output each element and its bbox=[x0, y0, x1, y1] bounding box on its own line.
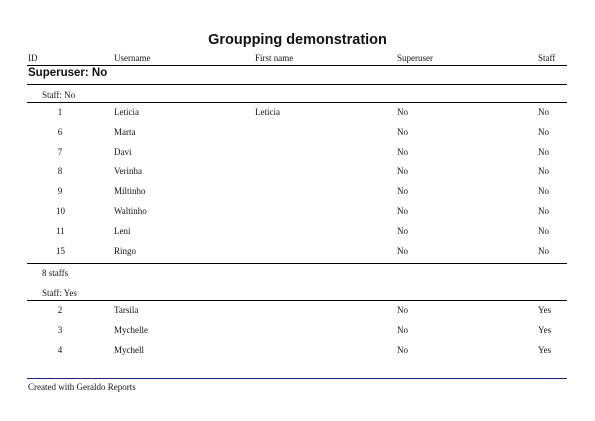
cell-username: Ringo bbox=[114, 246, 137, 256]
cell-username: Mychell bbox=[114, 345, 144, 355]
cell-username: Mychelle bbox=[114, 325, 148, 335]
cell-superuser: No bbox=[397, 305, 408, 315]
cell-staff: No bbox=[538, 246, 549, 256]
cell-first-name: Leticia bbox=[255, 107, 280, 117]
column-header-staff: Staff bbox=[538, 53, 556, 63]
cell-id: 6 bbox=[57, 127, 63, 137]
cell-superuser: No bbox=[397, 325, 408, 335]
cell-superuser: No bbox=[397, 147, 408, 157]
cell-id: 10 bbox=[56, 206, 65, 216]
report-footer: Created with Geraldo Reports bbox=[28, 382, 136, 392]
cell-id: 9 bbox=[57, 186, 63, 196]
subgroup-summary-rule bbox=[27, 263, 567, 264]
cell-id: 15 bbox=[56, 246, 65, 256]
cell-username: Marta bbox=[114, 127, 136, 137]
cell-staff: Yes bbox=[538, 305, 552, 315]
cell-staff: No bbox=[538, 107, 549, 117]
cell-staff: Yes bbox=[538, 345, 552, 355]
cell-id: 2 bbox=[57, 305, 63, 315]
group-title: Superuser: No bbox=[28, 67, 108, 79]
cell-id: 3 bbox=[57, 325, 63, 335]
header-rule bbox=[27, 65, 567, 66]
subgroup-rule bbox=[27, 102, 567, 103]
cell-superuser: No bbox=[397, 206, 408, 216]
cell-staff: No bbox=[538, 186, 549, 196]
cell-staff: No bbox=[538, 206, 549, 216]
cell-id: 7 bbox=[57, 147, 63, 157]
subgroup-summary: 8 staffs bbox=[42, 268, 69, 278]
cell-username: Verinha bbox=[114, 166, 142, 176]
column-header-id: ID bbox=[28, 53, 38, 63]
cell-id: 8 bbox=[57, 166, 63, 176]
group-rule bbox=[27, 84, 567, 85]
cell-id: 11 bbox=[56, 226, 65, 236]
cell-staff: No bbox=[538, 166, 549, 176]
subgroup-label: Staff: No bbox=[42, 90, 76, 100]
subgroup-label: Staff: Yes bbox=[42, 288, 77, 298]
column-header-first-name: First name bbox=[255, 53, 294, 63]
cell-username: Tarsila bbox=[114, 305, 139, 315]
cell-username: Davi bbox=[114, 147, 132, 157]
footer-rule bbox=[27, 378, 567, 379]
column-header-superuser: Superuser bbox=[397, 53, 433, 63]
subgroup-rule bbox=[27, 300, 567, 301]
cell-staff: No bbox=[538, 127, 549, 137]
cell-username: Waltinho bbox=[114, 206, 147, 216]
cell-staff: Yes bbox=[538, 325, 552, 335]
cell-staff: No bbox=[538, 147, 549, 157]
cell-username: Leni bbox=[114, 226, 131, 236]
cell-superuser: No bbox=[397, 186, 408, 196]
cell-username: Miltinho bbox=[114, 186, 146, 196]
cell-id: 4 bbox=[57, 345, 63, 355]
cell-superuser: No bbox=[397, 127, 408, 137]
cell-username: Leticia bbox=[114, 107, 139, 117]
cell-superuser: No bbox=[397, 166, 408, 176]
cell-superuser: No bbox=[397, 345, 408, 355]
cell-staff: No bbox=[538, 226, 549, 236]
report-title: Groupping demonstration bbox=[208, 32, 387, 48]
cell-id: 1 bbox=[57, 107, 63, 117]
cell-superuser: No bbox=[397, 246, 408, 256]
column-header-username: Username bbox=[114, 53, 151, 63]
cell-superuser: No bbox=[397, 226, 408, 236]
cell-superuser: No bbox=[397, 107, 408, 117]
